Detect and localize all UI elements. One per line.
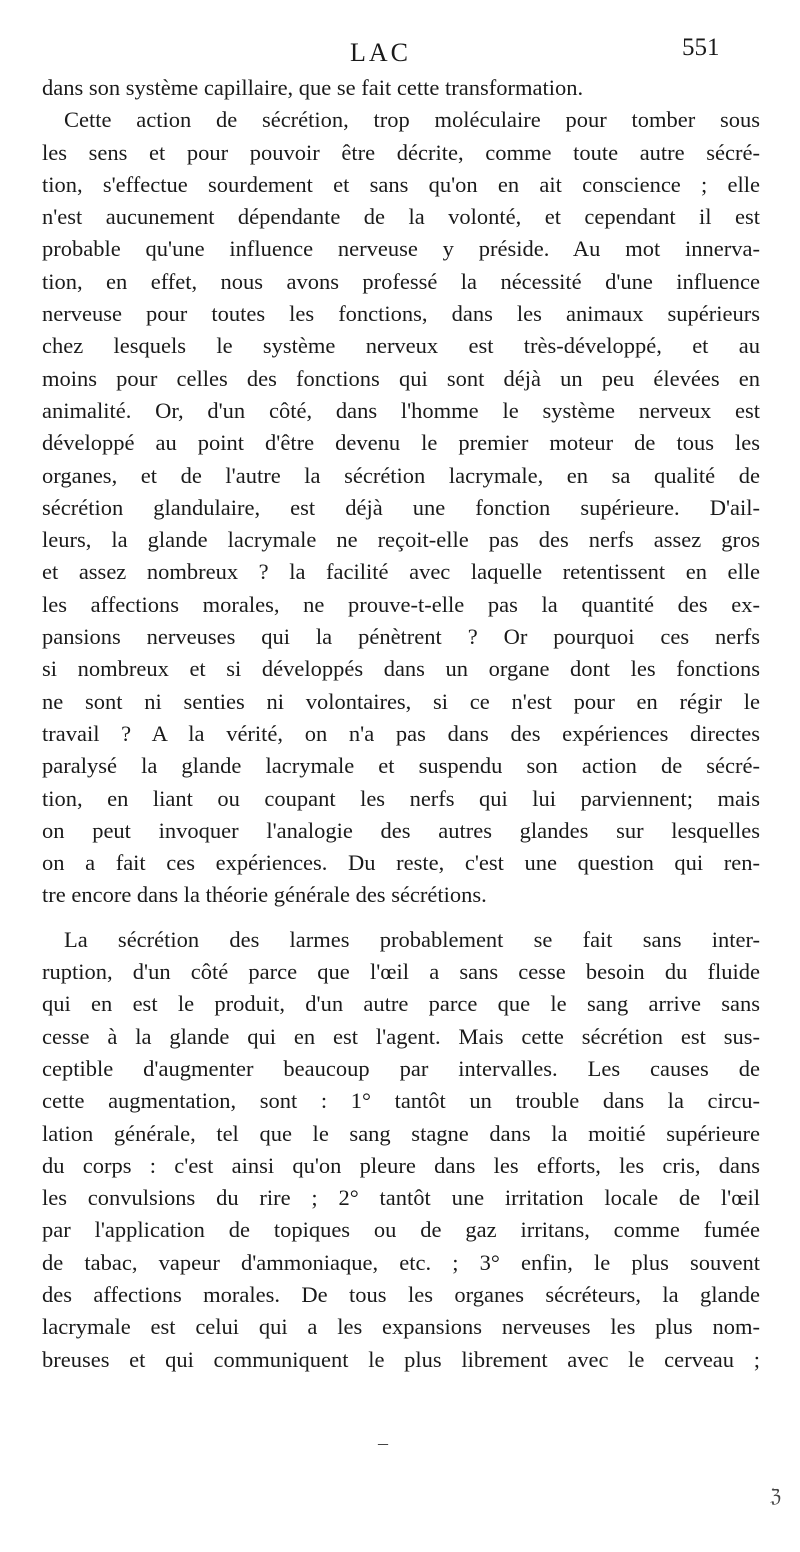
page-number: 551 [682, 34, 720, 61]
text-line: par l'application de topiques ou de gaz irritans, comme fumée [42, 1217, 760, 1243]
text-line: breuses et qui communiquent le plus librement avec le cerveau ; [42, 1346, 760, 1372]
text-line: tion, en liant ou coupant les nerfs qui lui parviennent; mais [42, 785, 760, 811]
paragraph [42, 924, 760, 1376]
text-line: ne sont ni senties ni volontaires, si ce n'est pour en régir le [42, 688, 760, 714]
text-line: développé au point d'être devenu le premier moteur de tous les [42, 430, 760, 456]
text-line: probable qu'une influence nerveuse y préside. Au mot innerva- [42, 236, 760, 262]
text-line: travail ? A la vérité, on n'a pas dans des expériences directes [42, 720, 760, 746]
text-line: lacrymale est celui qui a les expansions nerveuses les plus nom- [42, 1314, 760, 1340]
stray-ink-mark: – [378, 1432, 388, 1454]
text-line: tre encore dans la théorie générale des sécrétions. [42, 882, 487, 908]
text-line: nerveuse pour toutes les fonctions, dans les animaux supérieurs [42, 301, 760, 327]
text-line: chez lesquels le système nerveux est très-développé, et au [42, 333, 760, 359]
text-line: des affections morales. De tous les organes sécréteurs, la glande [42, 1281, 760, 1307]
text-line: lation générale, tel que le sang stagne dans la moitié supérieure [42, 1120, 760, 1146]
text-line: tion, s'effectue sourdement et sans qu'on en ait conscience ; elle [42, 171, 760, 197]
corner-ink-mark: ℨ [770, 1486, 782, 1506]
text-line: si nombreux et si développés dans un organe dont les fonctions [42, 656, 760, 682]
text-line: on a fait ces expériences. Du reste, c'est une question qui ren- [42, 850, 760, 876]
text-line: les sens et pour pouvoir être décrite, comme toute autre sécré- [42, 139, 760, 165]
text-line: organes, et de l'autre la sécrétion lacrymale, en sa qualité de [42, 462, 760, 488]
text-line: de tabac, vapeur d'ammoniaque, etc. ; 3° enfin, le plus souvent [42, 1249, 760, 1275]
paragraph [42, 104, 760, 911]
running-title: LAC [350, 38, 411, 67]
text-line: tion, en effet, nous avons professé la nécessité d'une influence [42, 268, 760, 294]
text-line: sécrétion glandulaire, est déjà une fonction supérieure. D'ail- [42, 494, 760, 520]
text-line: on peut invoquer l'analogie des autres glandes sur lesquelles [42, 817, 760, 843]
text-line: La sécrétion des larmes probablement se fait sans inter- [64, 926, 760, 952]
text-line: ruption, d'un côté parce que l'œil a sans cesse besoin du fluide [42, 959, 760, 985]
text-line: moins pour celles des fonctions qui sont déjà un peu élevées en [42, 365, 760, 391]
running-head [0, 34, 800, 74]
text-line: les affections morales, ne prouve-t-elle pas la quantité des ex- [42, 591, 760, 617]
text-line: ceptible d'augmenter beaucoup par intervalles. Les causes de [42, 1055, 760, 1081]
text-line: n'est aucunement dépendante de la volonté, et cependant il est [42, 204, 760, 230]
text-line: cesse à la glande qui en est l'agent. Mais cette sécrétion est sus- [42, 1023, 760, 1049]
paragraph [42, 72, 760, 104]
text-line: Cette action de sécrétion, trop moléculaire pour tomber sous [64, 107, 760, 133]
text-line: cette augmentation, sont : 1° tantôt un trouble dans la circu- [42, 1088, 760, 1114]
text-line: animalité. Or, d'un côté, dans l'homme le système nerveux est [42, 397, 760, 423]
text-line: paralysé la glande lacrymale et suspendu son action de sécré- [42, 753, 760, 779]
body-text [42, 72, 760, 1376]
text-line: qui en est le produit, d'un autre parce que le sang arrive sans [42, 991, 760, 1017]
text-line: du corps : c'est ainsi qu'on pleure dans les efforts, les cris, dans [42, 1152, 760, 1178]
text-line: leurs, la glande lacrymale ne reçoit-elle pas des nerfs assez gros [42, 527, 760, 553]
text-line: pansions nerveuses qui la pénètrent ? Or pourquoi ces nerfs [42, 624, 760, 650]
text-line: et assez nombreux ? la facilité avec laquelle retentissent en elle [42, 559, 760, 585]
text-line: les convulsions du rire ; 2° tantôt une irritation locale de l'œil [42, 1185, 760, 1211]
text-line: dans son système capillaire, que se fait cette transformation. [42, 75, 584, 100]
